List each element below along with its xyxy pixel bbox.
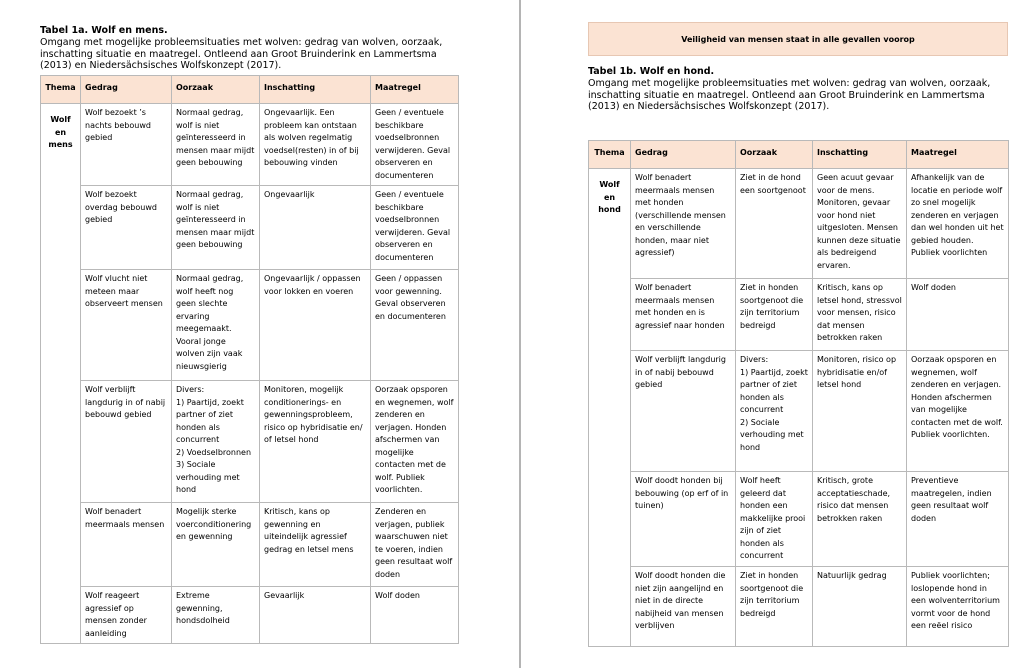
cell-inschatting: Gevaarlijk [260,587,371,644]
column-header-inschatting: Inschatting [260,76,371,104]
table-row [589,351,1009,472]
table-row [41,587,459,644]
table-row [589,169,1009,279]
cell-gedrag: Wolf verblijft langdurig in of nabij bebouwd gebied [81,381,172,503]
table-row [41,381,459,503]
cell-maatregel: Oorzaak opsporen en wegnemen, wolf zenderen en verjagen. Honden afschermen van mogelijke contacten met de wolf. Publiek voorlichten. [907,351,1009,472]
column-header-inschatting: Inschatting [813,141,907,169]
cell-oorzaak: Mogelijk sterke voerconditionering en gewenning [172,503,260,587]
column-header-maatregel: Maatregel [907,141,1009,169]
cell-oorzaak: Normaal gedrag, wolf is niet geïnteresseerd in mensen maar mijdt geen bebouwing [172,104,260,186]
cell-inschatting: Natuurlijk gedrag [813,567,907,647]
cell-maatregel: Oorzaak opsporen en wegnemen, wolf zenderen en verjagen. Honden afschermen van mogelijke contacten met de wolf. Publiek voorlichten. [371,381,459,503]
cell-inschatting: Ongevaarlijk. Een probleem kan ontstaan als wolven regelmatig voedsel(resten) in of bij bebouwing vinden [260,104,371,186]
column-header-thema: Thema [41,76,81,104]
cell-inschatting: Monitoren, mogelijk conditionerings- en gewenningsprobleem, risico op hybridisatie en/ of letsel hond [260,381,371,503]
cell-oorzaak: Extreme gewenning, hondsdolheid [172,587,260,644]
cell-inschatting: Geen acuut gevaar voor de mens. Monitoren, gevaar voor hond niet uitgesloten. Mensen kunnen deze situatie als bedreigend ervaren. [813,169,907,279]
cell-oorzaak: Ziet in honden soortgenoot die zijn territorium bedreigd [736,567,813,647]
cell-gedrag: Wolf reageert agressief op mensen zonder aanleiding [81,587,172,644]
column-header-oorzaak: Oorzaak [736,141,813,169]
table-header-row [589,141,1009,169]
cell-inschatting: Kritisch, kans op letsel hond, stressvol voor mensen, risico dat mensen betrokken raken [813,279,907,351]
cell-gedrag: Wolf doodt honden die niet zijn aangelijnd en niet in de directe nabijheid van mensen verblijven [631,567,736,647]
table-title: Tabel 1b. Wolf en hond. [588,66,715,77]
cell-gedrag: Wolf bezoekt overdag bebouwd gebied [81,186,172,270]
cell-maatregel: Afhankelijk van de locatie en periode wolf zo snel mogelijk zenderen en verjagen dan wel honden uit het gebied houden. Publiek voorlichten [907,169,1009,279]
cell-gedrag: Wolf bezoekt ’s nachts bebouwd gebied [81,104,172,186]
table-header-row [41,76,459,104]
table-caption [588,66,1008,113]
table-row [41,270,459,381]
cell-oorzaak: Ziet in de hond een soortgenoot [736,169,813,279]
table-row [589,279,1009,351]
cell-oorzaak: Normaal gedrag, wolf is niet geïnteresseerd in mensen maar mijdt geen bebouwing [172,186,260,270]
column-header-gedrag: Gedrag [81,76,172,104]
cell-oorzaak: Wolf heeft geleerd dat honden een makkelijke prooi zijn of ziet honden als concurrent [736,472,813,567]
cell-maatregel: Geen / eventuele beschikbare voedselbronnen verwijderen. Geval observeren en documenteren [371,186,459,270]
table-description: Omgang met mogelijke probleemsituaties met wolven: gedrag van wolven, oorzaak, inschatting situatie en maatregel. Ontleend aan Groot Bruinderink en Lammertsma (2013) en Niedersächsisches Wolfskonzept (2017). [40,37,443,71]
table-caption [40,25,470,72]
table-wolf-en-mens [40,75,459,644]
cell-gedrag: Wolf benadert meermaals mensen met honden (verschillende mensen en verschillende honden, maar niet agressief) [631,169,736,279]
table-row [41,104,459,186]
table-title: Tabel 1a. Wolf en mens. [40,25,168,36]
document-page-right [525,0,1024,668]
cell-oorzaak: Divers: 1) Paartijd, zoekt partner of ziet honden als concurrent 2) Voedselbronnen 3) Sociale verhouding met hond [172,381,260,503]
table-row [589,567,1009,647]
cell-inschatting: Ongevaarlijk / oppassen voor lokken en voeren [260,270,371,381]
cell-inschatting: Monitoren, risico op hybridisatie en/of letsel hond [813,351,907,472]
cell-gedrag: Wolf doodt honden bij bebouwing (op erf of in tuinen) [631,472,736,567]
safety-banner: Veiligheid van mensen staat in alle gevallen voorop [588,22,1008,56]
theme-cell: Wolf en hond [589,169,631,647]
cell-maatregel: Geen / eventuele beschikbare voedselbronnen verwijderen. Geval observeren en documenteren [371,104,459,186]
cell-maatregel: Wolf doden [371,587,459,644]
cell-maatregel: Wolf doden [907,279,1009,351]
cell-maatregel: Preventieve maatregelen, indien geen resultaat wolf doden [907,472,1009,567]
cell-maatregel: Publiek voorlichten; loslopende hond in een wolventerritorium vormt voor de hond een reëel risico [907,567,1009,647]
table-description: Omgang met mogelijke probleemsituaties met wolven: gedrag van wolven, oorzaak, inschatting situatie en maatregel. Ontleend aan Groot Bruinderink en Lammertsma (2013) en Niedersächsisches Wolfskonzept (2017). [588,78,991,112]
cell-gedrag: Wolf verblijft langdurig in of nabij bebouwd gebied [631,351,736,472]
cell-gedrag: Wolf vlucht niet meteen maar observeert mensen [81,270,172,381]
cell-maatregel: Zenderen en verjagen, publiek waarschuwen niet te voeren, indien geen resultaat wolf doden [371,503,459,587]
column-header-oorzaak: Oorzaak [172,76,260,104]
column-header-gedrag: Gedrag [631,141,736,169]
table-row [41,186,459,270]
cell-oorzaak: Normaal gedrag, wolf heeft nog geen slechte ervaring meegemaakt. Vooral jonge wolven zijn vaak nieuwsgierig [172,270,260,381]
cell-maatregel: Geen / oppassen voor gewenning. Geval observeren en documenteren [371,270,459,381]
cell-oorzaak: Divers: 1) Paartijd, zoekt partner of ziet honden als concurrent 2) Sociale verhouding met hond [736,351,813,472]
table-row [589,472,1009,567]
cell-gedrag: Wolf benadert meermaals mensen met honden en is agressief naar honden [631,279,736,351]
cell-oorzaak: Ziet in honden soortgenoot die zijn territorium bedreigd [736,279,813,351]
cell-inschatting: Kritisch, grote acceptatieschade, risico dat mensen betrokken raken [813,472,907,567]
column-header-thema: Thema [589,141,631,169]
column-header-maatregel: Maatregel [371,76,459,104]
cell-gedrag: Wolf benadert meermaals mensen [81,503,172,587]
table-row [41,503,459,587]
theme-cell: Wolf en mens [41,104,81,644]
cell-inschatting: Kritisch, kans op gewenning en uiteindelijk agressief gedrag en letsel mens [260,503,371,587]
table-wolf-en-hond [588,140,1009,647]
cell-inschatting: Ongevaarlijk [260,186,371,270]
page-divider [519,0,521,668]
